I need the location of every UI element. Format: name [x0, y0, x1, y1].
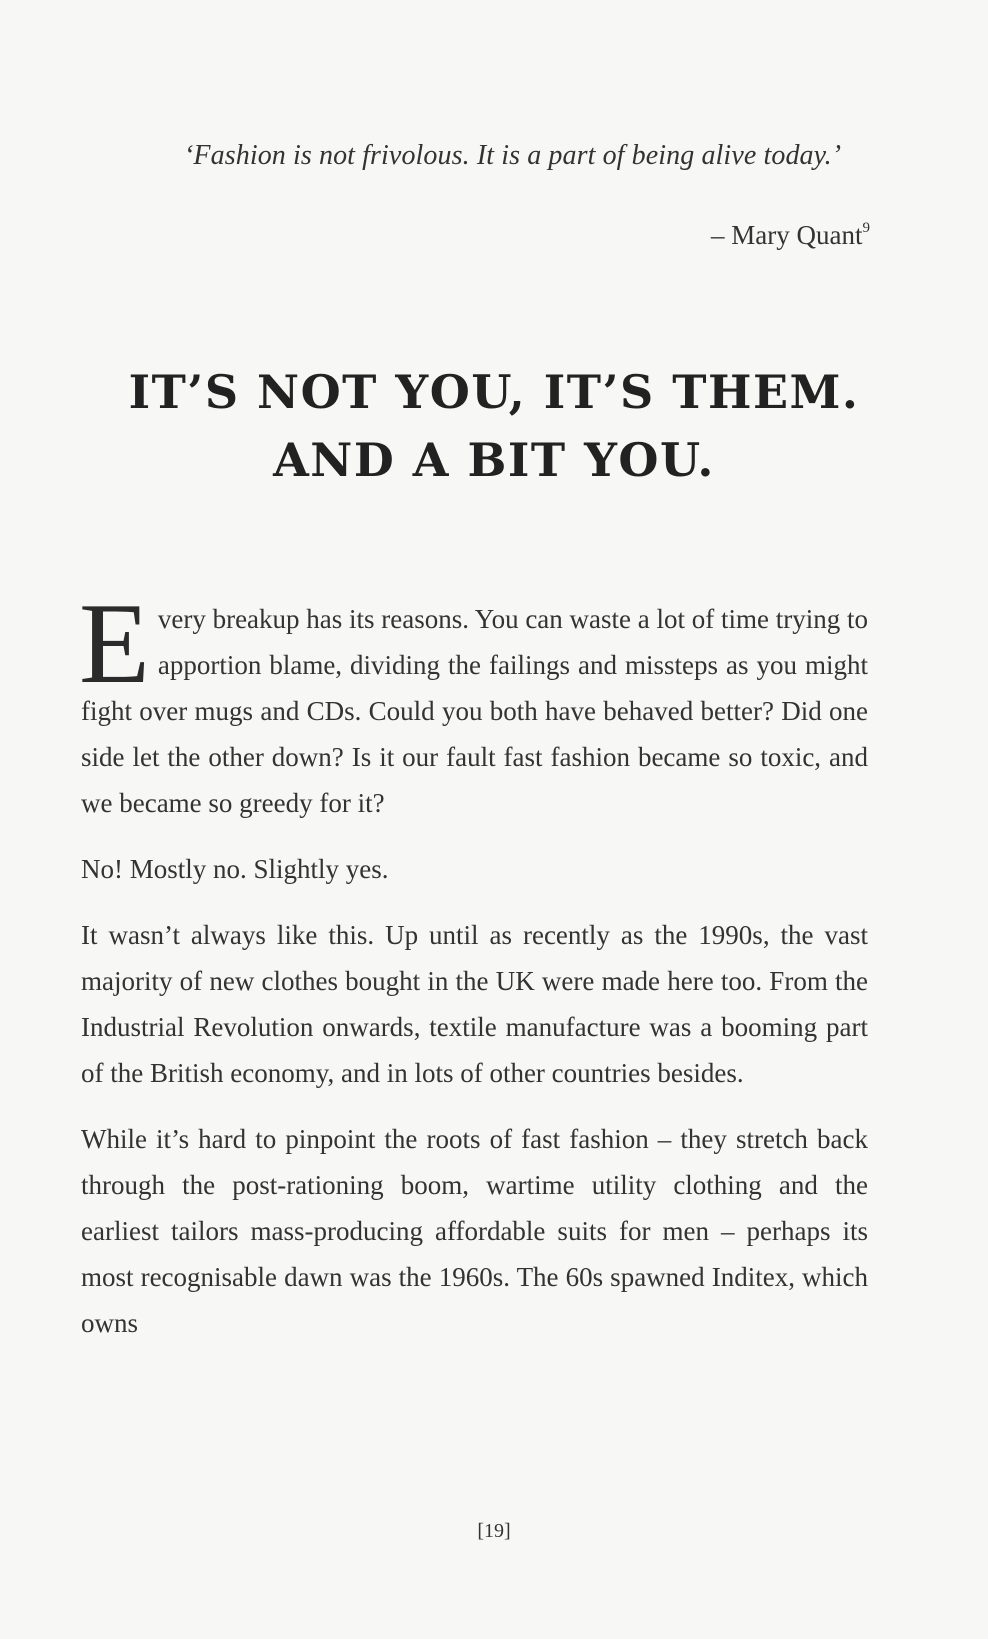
paragraph-1-text: very breakup has its reasons. You can waste a lot of time trying to apportion blame, dividing the failings and missteps as you might fight over mugs and CDs. Could you both have behaved better? Did one side let the other down? Is it our fault fast fashion became so toxic, and we became so greedy for it?	[81, 604, 868, 818]
epigraph-attribution	[711, 220, 870, 251]
drop-cap: E	[79, 580, 150, 708]
page-number: [19]	[477, 1520, 511, 1542]
chapter-heading-line-1: IT’S NOT YOU, IT’S THEM.	[128, 365, 860, 419]
paragraph-2: No! Mostly no. Slightly yes.	[81, 854, 389, 884]
chapter-heading	[80, 358, 908, 494]
chapter-heading-line-2: AND A BIT YOU.	[273, 433, 715, 487]
footnote-ref: 9	[862, 220, 870, 236]
epigraph-quote: ‘Fashion is not frivolous. It is a part of being alive today.’	[184, 140, 842, 171]
attribution-text: – Mary Quant	[711, 220, 863, 250]
paragraph-1	[79, 580, 868, 826]
paragraph-3: It wasn’t always like this. Up until as recently as the 1990s, the vast majority of new clothes bought in the UK were made here too. From the Industrial Revolution onwards, textile manufacture was a booming part of the British economy, and in lots of other countries besides.	[81, 920, 868, 1088]
body-text	[79, 580, 868, 1366]
paragraph-4: While it’s hard to pinpoint the roots of fast fashion – they stretch back through the post-rationing boom, wartime utility clothing and the earliest tailors mass-producing affordable suits for men – perhaps its most recognisable dawn was the 1960s. The 60s spawned Inditex, which owns	[81, 1124, 868, 1338]
